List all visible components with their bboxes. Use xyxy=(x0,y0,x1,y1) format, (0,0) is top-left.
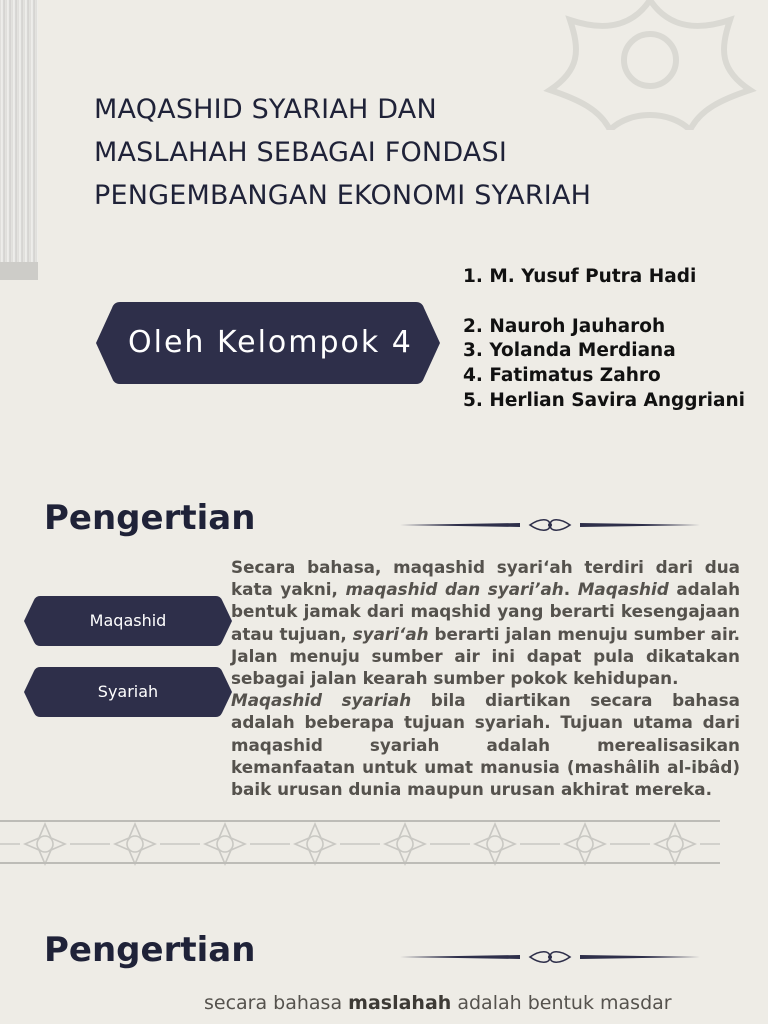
member-item: 5. Herlian Savira Anggriani xyxy=(463,389,745,411)
definition-slide xyxy=(0,460,768,880)
section-heading: Pengertian xyxy=(44,930,256,970)
text-run: . xyxy=(563,579,571,600)
group-badge xyxy=(96,298,440,388)
member-list xyxy=(463,265,753,431)
term-run: Maqashid syariah xyxy=(231,690,412,711)
member-item: 4. Fatimatus Zahro xyxy=(463,365,661,387)
text-run: adalah bentuk jamak dari maqshid yang berarti kesengajaan atau tujuan, xyxy=(231,579,741,644)
term-run: maqashid dan syari’ah xyxy=(345,579,564,600)
curtain-cap-decoration xyxy=(0,262,38,280)
title-line-1: MAQASHID SYARIAH DAN xyxy=(94,94,437,125)
term-run: Maqashid xyxy=(577,579,669,600)
pill-syariah xyxy=(24,665,232,719)
pill-label: Maqashid xyxy=(89,611,167,630)
title-slide xyxy=(0,0,768,460)
presentation-title xyxy=(94,88,714,217)
text-run: secara bahasa xyxy=(204,992,343,1014)
section-heading: Pengertian xyxy=(44,498,256,538)
divider-ornament-icon xyxy=(400,518,700,532)
text-run: adalah bentuk masdar xyxy=(457,992,672,1014)
member-item: 3. Yolanda Merdiana xyxy=(463,340,676,362)
divider-ornament-icon xyxy=(400,950,700,964)
member-item: 2. Nauroh Jauharoh xyxy=(463,315,666,337)
member-item: 1. M. Yusuf Putra Hadi xyxy=(463,266,697,287)
star-pattern-icon xyxy=(0,820,768,868)
title-line-3: PENGEMBANGAN EKONOMI SYARIAH xyxy=(94,180,592,211)
definition-paragraph xyxy=(231,556,740,800)
title-line-2: MASLAHAH SEBAGAI FONDASI xyxy=(94,137,508,168)
term-run: maslahah xyxy=(348,992,452,1014)
definition-slide-2 xyxy=(0,880,768,1024)
curtain-decoration xyxy=(0,0,38,280)
pill-maqashid xyxy=(24,594,232,648)
pill-label: Syariah xyxy=(97,682,159,701)
pattern-border-bottom xyxy=(0,862,720,864)
text-run: berarti jalan menuju sumber air. Jalan menuju sumber air ini dapat pula dikatakan sebagai jalan kearah sumber pokok kehidupan. xyxy=(231,623,741,689)
maslahah-paragraph xyxy=(204,990,768,1016)
term-run: syari‘ah xyxy=(352,623,429,644)
text-run: bila diartikan secara bahasa adalah beberapa tujuan syariah. Tujuan utama dari maqashid syariah adalah merealisasikan kemanfaatan untuk umat manusia (mashâlih al-ibâd) baik urusan dunia maupun urusan akhirat mereka. xyxy=(231,690,740,800)
group-badge-label: Oleh Kelompok 4 xyxy=(128,325,413,360)
text-run: Secara bahasa, maqashid syari‘ah terdiri dari dua kata yakni, xyxy=(231,557,740,600)
